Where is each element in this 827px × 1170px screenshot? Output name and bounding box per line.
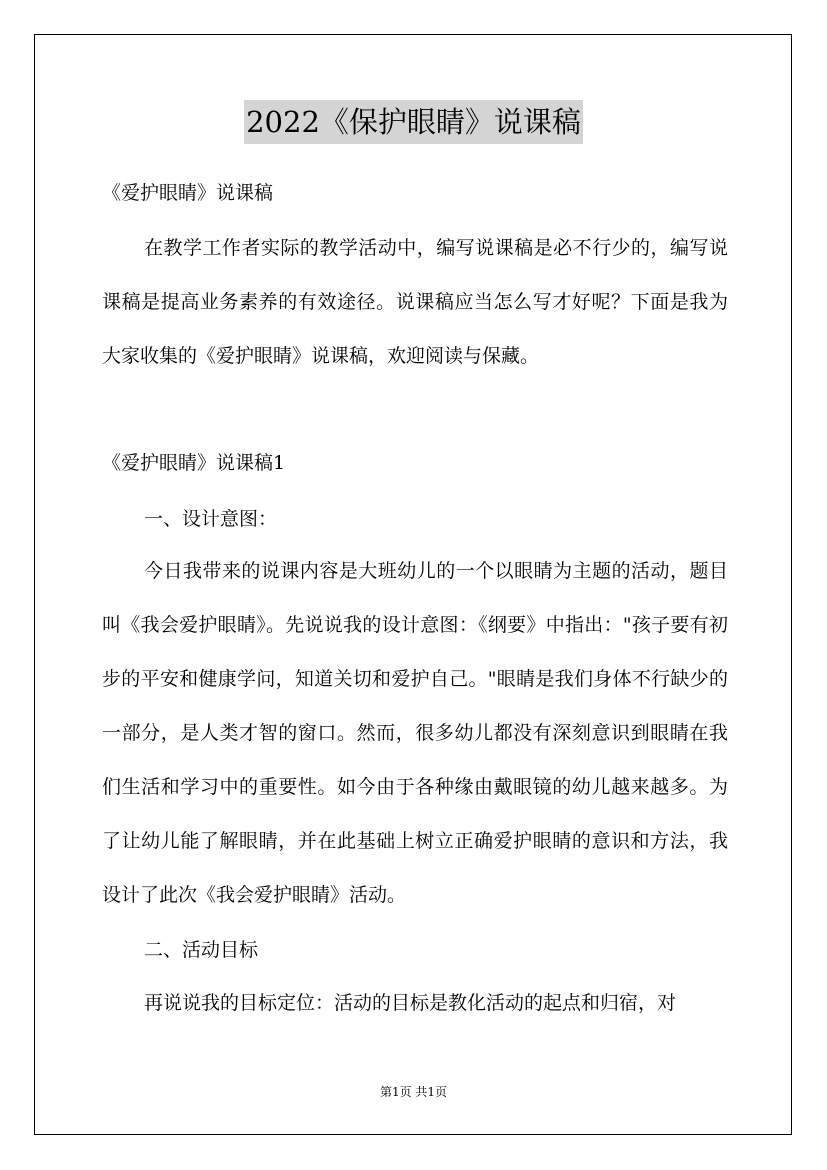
document-title-wrapper bbox=[0, 100, 827, 144]
part1-heading: 一、设计意图： bbox=[144, 508, 278, 530]
intro-paragraph: 在教学工作者实际的教学活动中，编写说课稿是必不行少的，编写说课稿是提高业务素养的有效途径。说课稿应当怎么写才好呢？下面是我为大家收集的《爱护眼睛》说课稿，欢迎阅读与保藏。 bbox=[102, 237, 728, 367]
part2-heading: 二、活动目标 bbox=[144, 939, 259, 961]
document-subtitle: 《爱护眼睛》说课稿 bbox=[102, 182, 274, 204]
document-title: 2022《保护眼睛》说课稿 bbox=[244, 100, 583, 144]
page-footer: 第1页 共1页 bbox=[379, 1085, 448, 1099]
section-title: 《爱护眼睛》说课稿1 bbox=[102, 452, 286, 474]
part1-body: 今日我带来的说课内容是大班幼儿的一个以眼睛为主题的活动，题目叫《我会爱护眼睛》。先说说我的设计意图：《纲要》中指出："孩子要有初步的平安和健康学问，知道关切和爱护自己。"眼睛是我们身体不行缺少的一部分，是人类才智的窗口。然而，很多幼儿都没有深刻意识到眼睛在我们生活和学习中的重要性。如今由于各种缘由戴眼镜的幼儿越来越多。为了让幼儿能了解眼睛，并在此基础上树立正确爱护眼睛的意识和方法，我设计了此次《我会爱护眼睛》活动。 bbox=[102, 560, 728, 906]
part2-body: 再说说我的目标定位：活动的目标是教化活动的起点和归宿，对 bbox=[144, 992, 677, 1014]
